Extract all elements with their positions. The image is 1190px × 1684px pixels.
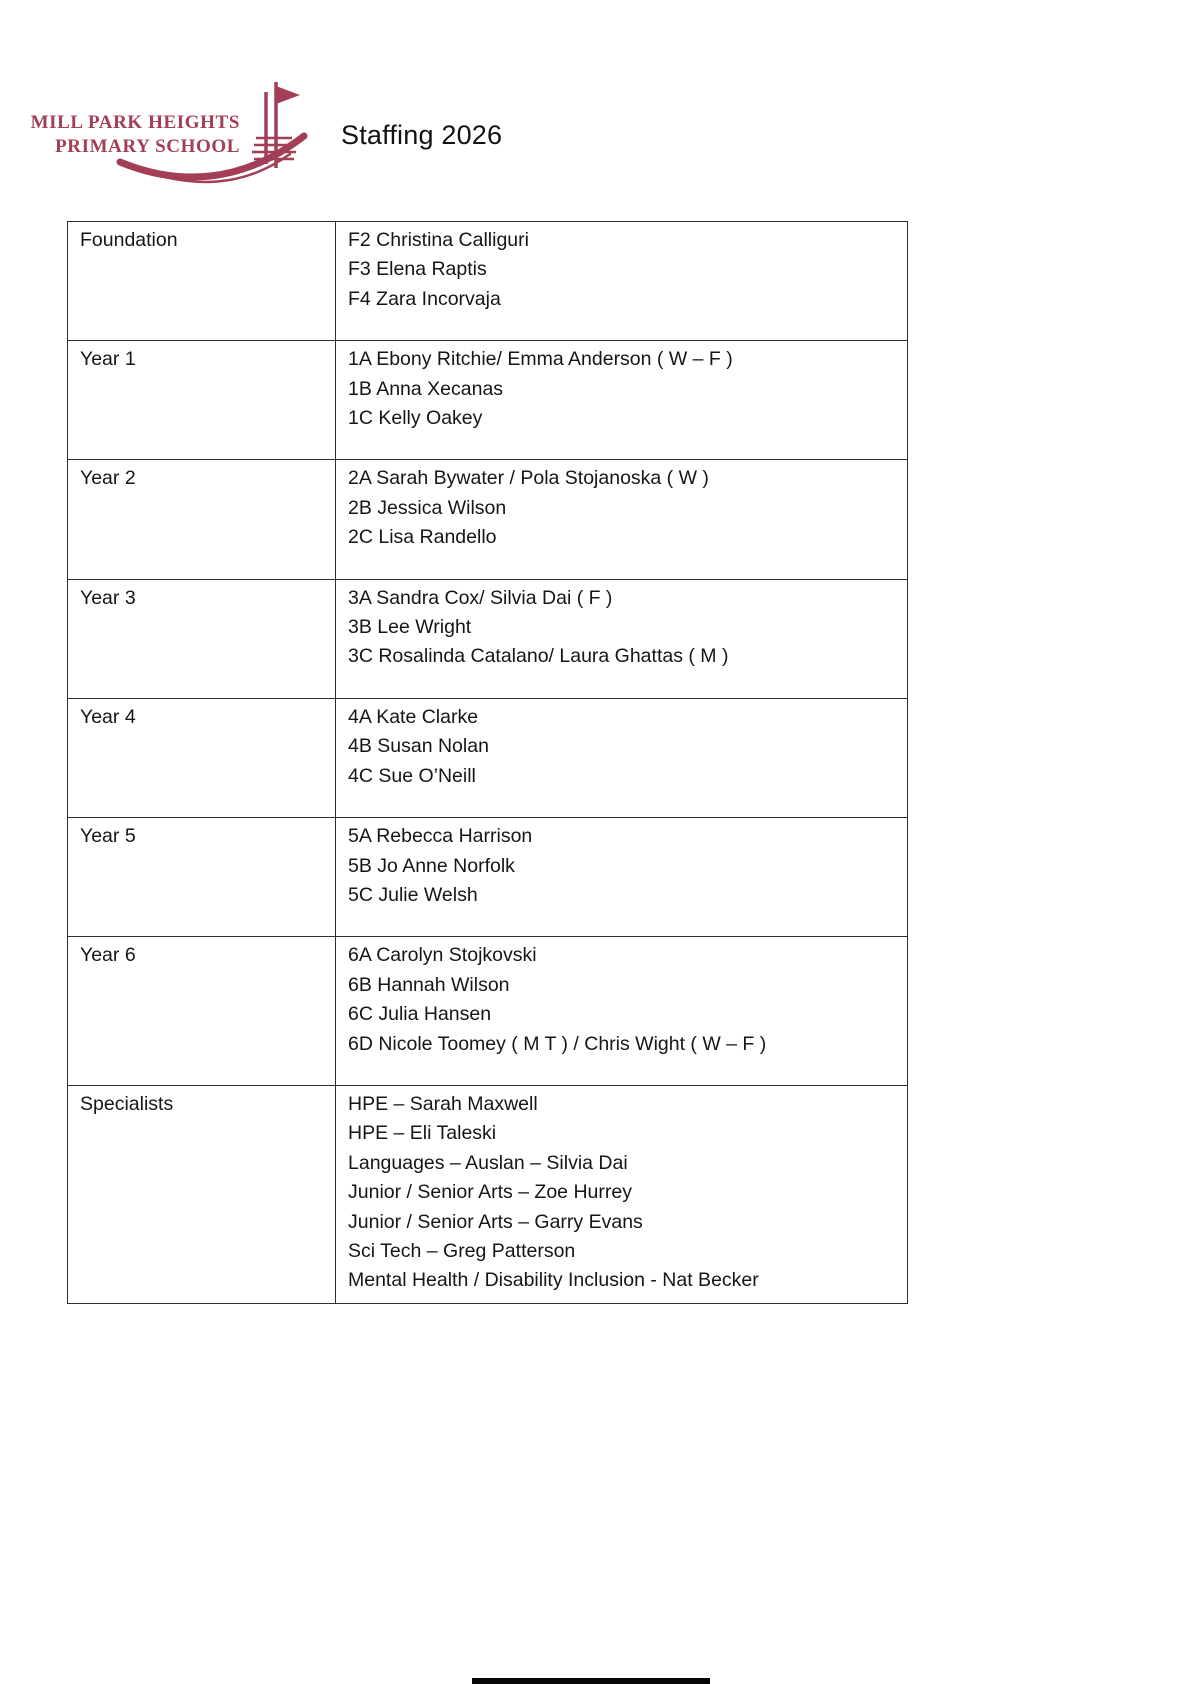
staff-line: 6D Nicole Toomey ( M T ) / Chris Wight ( W – F ) [348,1032,767,1055]
staff-cell [336,698,908,817]
staff-line: 5B Jo Anne Norfolk [348,854,515,877]
table-row [68,1085,908,1303]
table-row [68,818,908,937]
category-cell [68,460,336,579]
staff-cell [336,1085,908,1303]
staff-line: 2A Sarah Bywater / Pola Stojanoska ( W ) [348,467,709,490]
category-cell [68,818,336,937]
staff-line: 1C Kelly Oakey [348,407,483,430]
staff-cell [336,341,908,460]
staff-cell [336,222,908,341]
category-label: Year 3 [80,586,136,609]
table-row [68,460,908,579]
category-cell [68,937,336,1086]
staff-line: HPE – Eli Taleski [348,1122,497,1145]
category-label: Year 2 [80,467,136,490]
staff-line: 6C Julia Hansen [348,1003,492,1026]
staff-line: 3C Rosalinda Catalano/ Laura Ghattas ( M ) [348,645,729,668]
category-label: Year 6 [80,944,136,967]
staff-line: F3 Elena Raptis [348,258,487,281]
staffing-table-body [68,222,908,1304]
staff-line: 6B Hannah Wilson [348,973,510,996]
staff-line: Junior / Senior Arts – Zoe Hurrey [348,1181,632,1204]
staff-line: 4C Sue O’Neill [348,764,476,787]
staff-line: 3A Sandra Cox/ Silvia Dai ( F ) [348,586,613,609]
staff-line: Junior / Senior Arts – Garry Evans [348,1210,643,1233]
category-label: Specialists [80,1092,174,1115]
category-label: Year 4 [80,705,136,728]
school-name-line2: PRIMARY SCHOOL [55,136,240,157]
staff-cell [336,579,908,698]
school-name-line1: MILL PARK HEIGHTS [30,112,240,133]
staff-line: 1A Ebony Ritchie/ Emma Anderson ( W – F ) [348,348,733,371]
category-cell [68,579,336,698]
staff-cell [336,818,908,937]
category-cell [68,1085,336,1303]
staff-line: 1B Anna Xecanas [348,377,504,400]
category-label: Year 5 [80,825,136,848]
page-title: Staffing 2026 [341,120,503,150]
table-row [68,937,908,1086]
table-row [68,579,908,698]
staff-line: 2C Lisa Randello [348,526,497,549]
category-label: Year 1 [80,348,136,371]
staff-line: F2 Christina Calliguri [348,229,529,251]
scan-artifact [472,1678,710,1684]
staff-line: F4 Zara Incorvaja [348,287,501,310]
staff-cell [336,937,908,1086]
staff-line: 4A Kate Clarke [348,705,479,728]
table-row [68,698,908,817]
staff-line: 5A Rebecca Harrison [348,825,533,848]
category-label: Foundation [80,229,178,251]
staff-cell [336,460,908,579]
staff-line: HPE – Sarah Maxwell [348,1092,538,1115]
staff-line: 5C Julie Welsh [348,883,478,906]
staff-line: 2B Jessica Wilson [348,496,507,519]
table-row [68,222,908,341]
staff-line: 6A Carolyn Stojkovski [348,944,537,967]
staffing-table [67,221,908,1304]
category-cell [68,222,336,341]
staff-line: Sci Tech – Greg Patterson [348,1239,576,1262]
school-logo [28,76,320,194]
staff-line: Languages – Auslan – Silvia Dai [348,1151,628,1174]
staff-line: 3B Lee Wright [348,616,472,639]
table-row [68,341,908,460]
staff-line: Mental Health / Disability Inclusion - Nat Becker [348,1269,759,1292]
school-logo-graphic [28,76,320,194]
category-cell [68,698,336,817]
staff-line: 4B Susan Nolan [348,735,489,758]
category-cell [68,341,336,460]
